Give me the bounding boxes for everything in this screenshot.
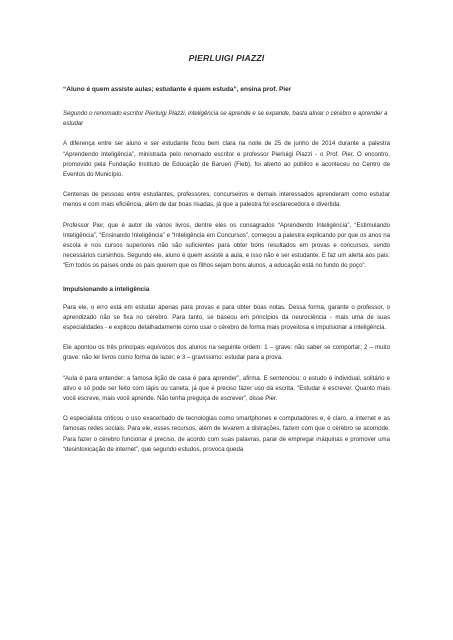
paragraph: Centenas de pessoas entre estudantes, professores, concurseiros e demais interessados aprenderam como estudar menos e com mais eficiência, além de dar boas risadas, já que a palestra foi esclarecedora e divertida. [63, 191, 390, 209]
paragraph: Professor Pier, que é autor de vários livros, dentre eles os consagrados “Aprendendo Inteligência”, “Estimulando Inteligência”, “Ensinando Inteligência” e “Inteligência em Concursos”, começou a palestra explicando por que os anos na escola e nos cursos superiores não são suficientes para obter bons resultados em provas e concursos, sendo necessários cursinhos. Segundo ele, aluno é quem assiste a aula, e isso não é ser estudante. E faz um alerta aos pais: “Em todos os países onde os pais querem que os filhos sejam bons alunos, a educação está no fundo do poço”. [63, 221, 390, 270]
paragraph: Ele apontou os três principais equívocos dos alunos na seguinte ordem: 1 – grave: não saber se comportar; 2 – muito grave: não ler livros como forma de lazer; e 3 – gravíssimo: estudar para a prova. [63, 344, 390, 362]
lead-paragraph: Segundo o renomado escritor Pierluigi Piazzi, inteligência se aprende e se expande, basta ativar o cérebro e aprender a estudar [63, 110, 388, 128]
paragraph: O especialista criticou o uso exacerbado de tecnologias como smartphones e computadores e, é claro, a internet e as famosas redes sociais. Para ele, esses recursos, além de levarem a distrações, fazem com que o cérebro se acomode. Para fazer o cérebro funcionar é preciso, de acordo com suas palavras, parar de empregar máquinas e promover uma “desintoxicação de internet”, que segundo estudos, provoca queda [63, 415, 390, 453]
document-title: PIERLUIGI PIAZZI [188, 53, 265, 63]
paragraph: “Aula é para entender; a famosa lição de casa é para aprender”, afirma. E sentenciou: o estudo é individual, solitário e ativo e só pode ser feito com lápis ou caneta, já que é preciso fazer uso da escrita. “Estudar é escrever. Quanto mais você escreve, mais você aprende. Não tenha preguiça de escrever”, disse Pier. [63, 374, 390, 403]
paragraph: A diferença entre ser aluno e ser estudante ficou bem clara na noite de 25 de junho de 2014 durante a palestra “Aprendendo Inteligência”, ministrada pelo renomado escritor e professor Pierluigi Piazzi - o Prof. Pier. O encontro, promovido pela Fundação Instituto de Educação de Barueri (Fieb), foi aberto ao público e aconteceu no Centro de Eventos do Município. [63, 140, 390, 179]
headline: “Aluno é quem assiste aulas; estudante é quem estuda”, ensina prof. Pier [63, 86, 292, 93]
section-heading: Impulsionando a inteligência [63, 285, 150, 293]
paragraph: Para ele, o erro está em estudar apenas para provas e para obter boas notas. Dessa forma, garante o professor, o aprendizado não se fixa no cérebro. Para tanto, se baseou em princípios da neurociência - mais uma de suas especialidades - e explicou detalhadamente como usar o cérebro de forma mais proveitosa e impulsionar a inteligência. [63, 303, 390, 332]
